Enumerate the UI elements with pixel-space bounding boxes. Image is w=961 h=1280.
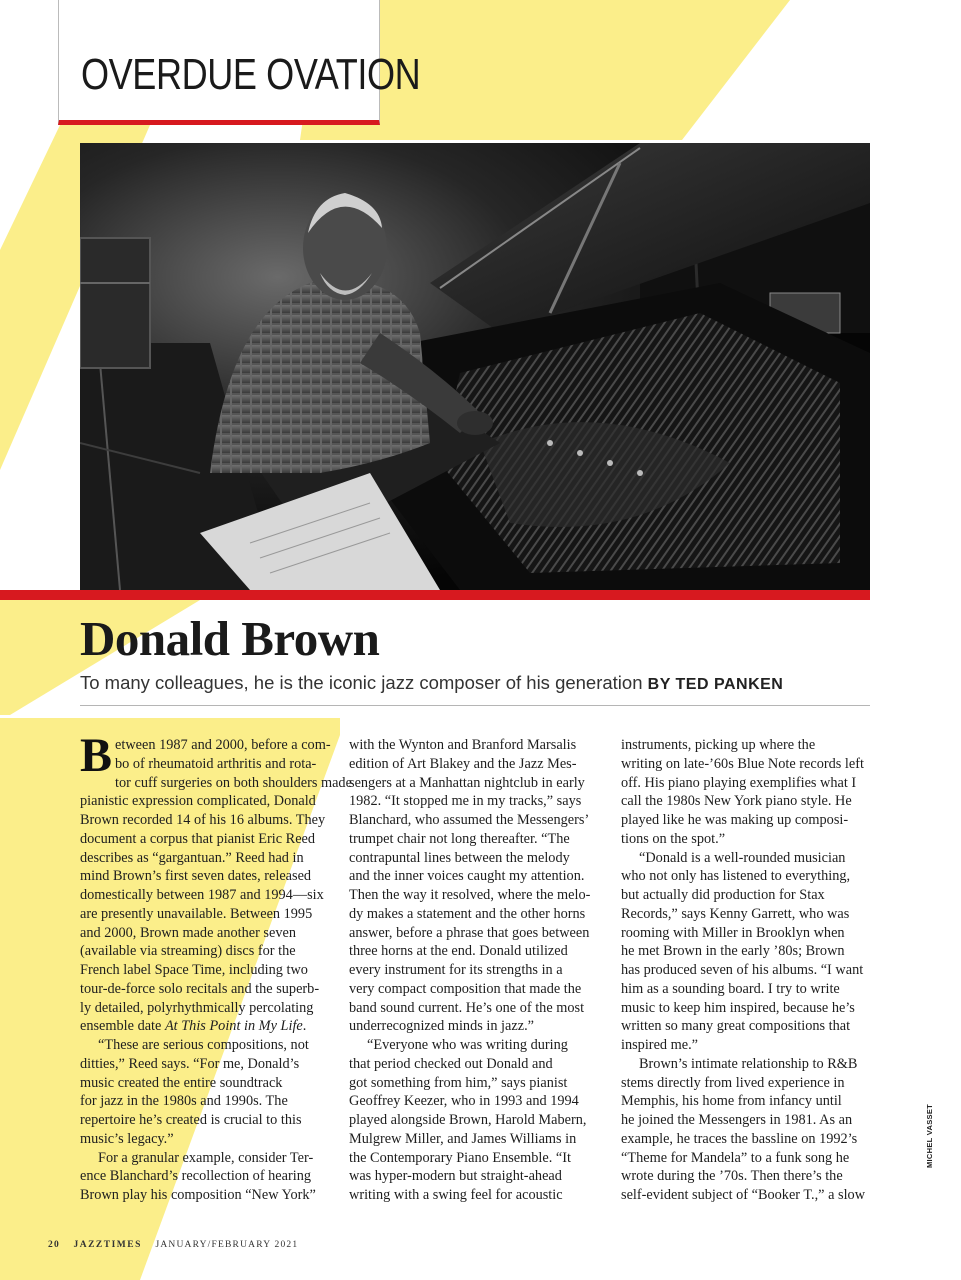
text-line: ditties,” Reed says. “For me, Donald’s — [80, 1055, 300, 1072]
paragraph — [621, 1055, 873, 1205]
text-line: contrapuntal lines between the melody — [349, 849, 570, 866]
paragraph — [349, 736, 601, 1036]
text-line: off. His piano playing exemplifies what I — [621, 774, 857, 791]
text-line: tour-de-force solo recitals and the superb- — [80, 980, 320, 997]
paragraph — [80, 729, 352, 1036]
text-line: written so many great compositions that — [621, 1018, 851, 1035]
byline: BY TED PANKEN — [647, 676, 784, 693]
drop-cap: B — [80, 729, 113, 782]
text-line: got something from him,” says pianist — [349, 1074, 568, 1091]
text-line: domestically between 1987 and 1994—six — [80, 887, 324, 903]
text-line: answer, before a phrase that goes between — [349, 924, 590, 941]
text-line: Brown’s intimate relationship to R&B — [639, 1055, 858, 1072]
page-footer — [48, 1240, 298, 1250]
text-line: and the inner voices caught my attention. — [349, 868, 585, 885]
text-line: played like he was making up composi- — [621, 812, 849, 828]
issue-date: JANUARY/FEBRUARY 2021 — [155, 1240, 299, 1250]
text-line: writing with a swing feel for acoustic — [349, 1187, 563, 1203]
text-line: music to keep him inspired, because he’s — [621, 999, 855, 1016]
text-line: “Theme for Mandela” to a funk song he — [621, 1149, 850, 1166]
text-line: stems directly from lived experience in — [621, 1074, 845, 1091]
paragraph — [349, 1036, 601, 1205]
text-line: Geoffrey Keezer, who in 1993 and 1994 — [349, 1093, 579, 1110]
text-line: very compact composition that made the — [349, 980, 582, 997]
text-line: wrote during the ’70s. Then there’s the — [621, 1168, 843, 1185]
section-tag-label: OVERDUE OVATION — [81, 50, 421, 99]
text-line: Then the way it resolved, where the melo- — [349, 887, 591, 903]
article-title: Donald Brown — [80, 611, 380, 666]
text-line: that period checked out Donald and — [349, 1055, 553, 1072]
text-line: music created the entire soundtrack — [80, 1074, 283, 1091]
text-line: him as a sounding board. I try to write — [621, 980, 840, 997]
text-line: underrecognized minds in jazz.” — [349, 1018, 534, 1035]
text-line: trumpet chair not long thereafter. “The — [349, 830, 570, 847]
paragraph — [621, 736, 873, 849]
text-line: every instrument for its strengths in a — [349, 962, 563, 978]
text-line: the Contemporary Piano Ensemble. “It — [349, 1149, 571, 1166]
article-deck — [80, 671, 880, 697]
text-line: example, he traces the bassline on 1992’s — [621, 1130, 858, 1147]
text-line — [80, 1017, 335, 1036]
text-line-prefix: ensemble date — [80, 1018, 165, 1035]
page-number: 20 — [48, 1240, 60, 1250]
text-line: rooming with Miller in Brooklyn when — [621, 924, 845, 941]
text-line: Brown play his composition “New York” — [80, 1187, 316, 1203]
article-column-1 — [80, 729, 352, 1206]
text-line: pianistic expression complicated, Donald — [80, 793, 316, 810]
text-line: sengers at a Manhattan nightclub in early — [349, 774, 585, 791]
text-line: was hyper-modern but straight-ahead — [349, 1168, 562, 1185]
text-line: self-evident subject of “Booker T.,” a slow — [621, 1187, 866, 1203]
text-line: for jazz in the 1980s and 1990s. The — [80, 1093, 288, 1110]
text-line: “Everyone who was writing during — [367, 1037, 568, 1053]
photo-credit-text: MICHEL VASSET — [925, 1103, 934, 1168]
hero-photo — [80, 143, 870, 590]
article-column-2 — [349, 736, 601, 1206]
text-line: describes as “gargantuan.” Reed had in — [80, 849, 304, 866]
section-tag — [58, 0, 421, 125]
text-line: music’s legacy.” — [80, 1130, 174, 1147]
text-line: etween 1987 and 2000, before a com- — [115, 737, 331, 753]
text-line: he joined the Messengers in 1981. As an — [621, 1112, 853, 1128]
text-line: call the 1980s New York piano style. He — [621, 793, 852, 810]
paragraph — [621, 849, 873, 1055]
text-line: For a granular example, consider Ter- — [98, 1149, 314, 1166]
text-line-suffix: . — [302, 1018, 307, 1035]
text-line: (available via streaming) discs for the — [80, 943, 296, 960]
text-line: and 2000, Brown made another seven — [80, 924, 296, 941]
text-line: played alongside Brown, Harold Mabern, — [349, 1112, 587, 1128]
text-line: “These are serious compositions, not — [98, 1037, 309, 1053]
text-line: inspired me.” — [621, 1037, 699, 1053]
text-line: band sound current. He’s one of the most — [349, 999, 585, 1016]
text-line: Records,” says Kenny Garrett, who was — [621, 905, 850, 922]
text-line: are presently unavailable. Between 1995 — [80, 905, 313, 922]
deck-text: To many colleagues, he is the iconic jazz composer of his generation — [80, 672, 643, 693]
text-line: Mulgrew Miller, and James Williams in — [349, 1130, 577, 1147]
text-line: has produced seven of his albums. “I want — [621, 962, 864, 978]
paragraph — [80, 1149, 335, 1205]
text-line: repertoire he’s created is crucial to this — [80, 1112, 302, 1128]
paragraph — [80, 1036, 335, 1149]
text-line: tor cuff surgeries on both shoulders made — [115, 774, 352, 791]
text-line: but actually did production for Stax — [621, 887, 825, 903]
text-line: dy makes a statement and the other horns — [349, 905, 586, 922]
text-line: tions on the spot.” — [621, 830, 726, 847]
text-line: mind Brown’s first seven dates, released — [80, 868, 312, 885]
text-line: instruments, picking up where the — [621, 737, 816, 753]
text-line: who not only has listened to everything, — [621, 868, 851, 885]
article-column-3 — [621, 736, 873, 1206]
text-line: French label Space Time, including two — [80, 962, 308, 978]
magazine-name: JAZZTIMES — [73, 1240, 142, 1250]
accent-bar — [0, 590, 870, 600]
text-line: 1982. “It stopped me in my tracks,” says — [349, 793, 582, 810]
text-line: writing on late-’60s Blue Note records left — [621, 755, 864, 772]
album-title: At This Point in My Life — [164, 1018, 303, 1035]
text-line: Blanchard, who assumed the Messengers’ — [349, 812, 590, 828]
text-line: “Donald is a well-rounded musician — [639, 849, 846, 866]
text-line: he met Brown in the early ’80s; Brown — [621, 943, 845, 960]
text-line: edition of Art Blakey and the Jazz Mes- — [349, 755, 577, 772]
text-line: three horns at the end. Donald utilized — [349, 943, 568, 960]
text-line: bo of rheumatoid arthritis and rota- — [115, 755, 317, 772]
divider — [80, 705, 870, 706]
text-line: ence Blanchard’s recollection of hearing — [80, 1168, 312, 1185]
text-line: with the Wynton and Branford Marsalis — [349, 737, 577, 753]
text-line: Memphis, his home from infancy until — [621, 1093, 842, 1110]
text-line: document a corpus that pianist Eric Reed — [80, 830, 316, 847]
text-line: Brown recorded 14 of his 16 albums. They — [80, 812, 326, 828]
text-line: ly detailed, polyrhythmically percolating — [80, 999, 314, 1016]
